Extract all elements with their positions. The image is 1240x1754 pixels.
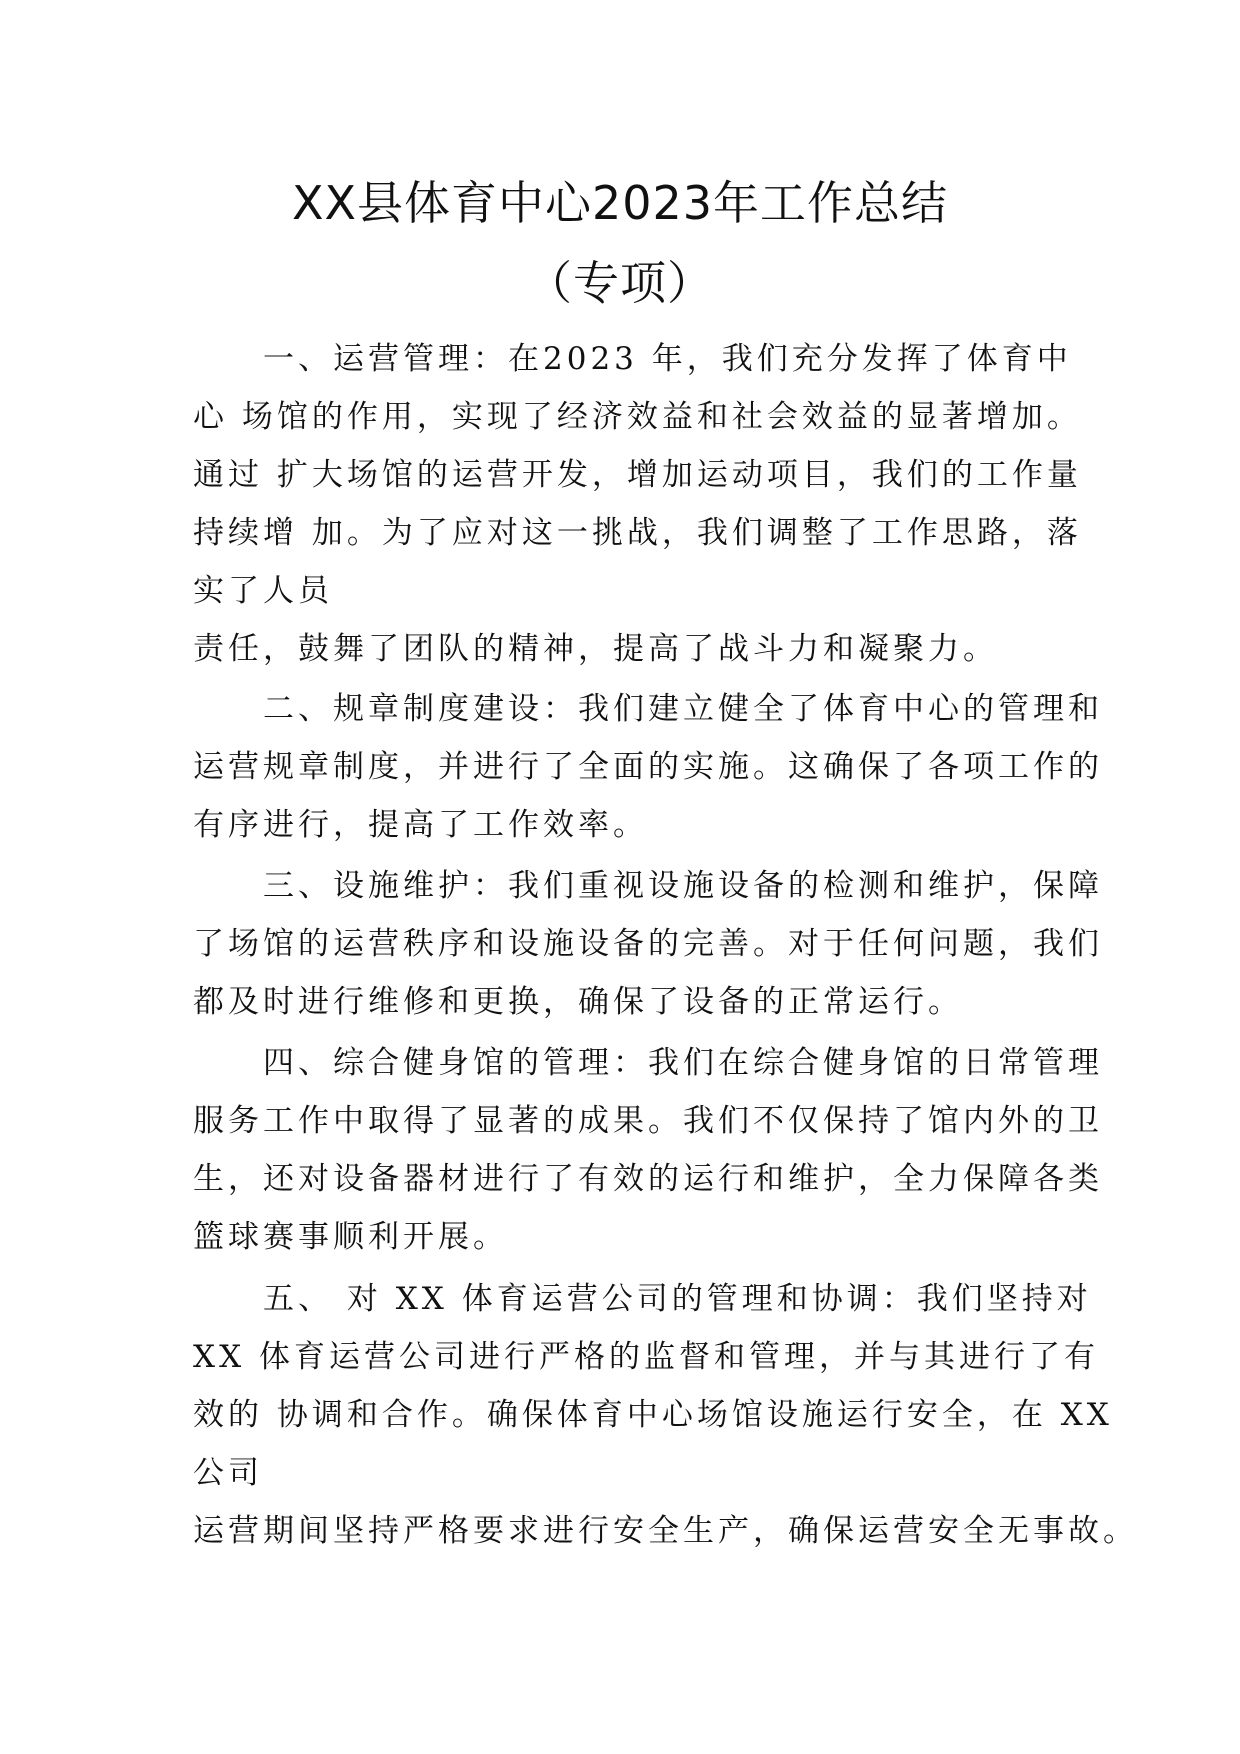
paragraph-line: 心 场馆的作用，实现了经济效益和社会效益的显著增加。 <box>193 399 1082 435</box>
paragraph-line: 二、规章制度建设：我们建立健全了体育中心的管理和 <box>263 691 1103 727</box>
paragraph-line: 有序进行，提高了工作效率。 <box>193 807 648 843</box>
paragraph-line: 运营期间坚持严格要求进行安全生产，确保运营安全无事故。 <box>193 1513 1138 1549</box>
paragraph-line: 五、 对 XX 体育运营公司的管理和协调：我们坚持对 <box>263 1281 1092 1317</box>
paragraph-line: 运营规章制度，并进行了全面的实施。这确保了各项工作的 <box>193 749 1103 785</box>
paragraph-regulations <box>193 680 1103 854</box>
paragraph-line: 都及时进行维修和更换，确保了设备的正常运行。 <box>193 984 963 1020</box>
paragraph-line: 持续增 加。为了应对这一挑战，我们调整了工作思路，落 <box>193 515 1082 551</box>
paragraph-line: 篮球赛事顺利开展。 <box>193 1219 508 1255</box>
paragraph-line: 责任，鼓舞了团队的精神，提高了战斗力和凝聚力。 <box>193 631 998 667</box>
document-title: XX县体育中心2023年工作总结 <box>291 176 949 230</box>
paragraph-line: 一、运营管理：在2023 年，我们充分发挥了体育中 <box>263 341 1072 377</box>
paragraph-line: 生，还对设备器材进行了有效的运行和维护，全力保障各类 <box>193 1161 1103 1197</box>
paragraph-line: 了场馆的运营秩序和设施设备的完善。对于任何问题，我们 <box>193 926 1103 962</box>
paragraph-operator-company <box>193 1270 1138 1560</box>
paragraph-line: 公司 <box>193 1455 263 1491</box>
paragraph-line: 四、综合健身馆的管理：我们在综合健身馆的日常管理 <box>263 1045 1103 1081</box>
paragraph-line: 效的 协调和合作。确保体育中心场馆设施运行安全，在 XX <box>193 1397 1113 1433</box>
paragraph-line: 三、设施维护：我们重视设施设备的检测和维护，保障 <box>263 868 1103 904</box>
paragraph-line: 通过 扩大场馆的运营开发，增加运动项目，我们的工作量 <box>193 457 1082 493</box>
paragraph-line: 实了人员 <box>193 573 333 609</box>
paragraph-operations <box>193 330 1082 678</box>
paragraph-facilities <box>193 857 1103 1031</box>
paragraph-fitness-hall <box>193 1034 1103 1266</box>
paragraph-line: 服务工作中取得了显著的成果。我们不仅保持了馆内外的卫 <box>193 1103 1103 1139</box>
document-subtitle: （专项） <box>526 256 714 310</box>
paragraph-line: XX 体育运营公司进行严格的监督和管理，并与其进行了有 <box>193 1339 1099 1375</box>
